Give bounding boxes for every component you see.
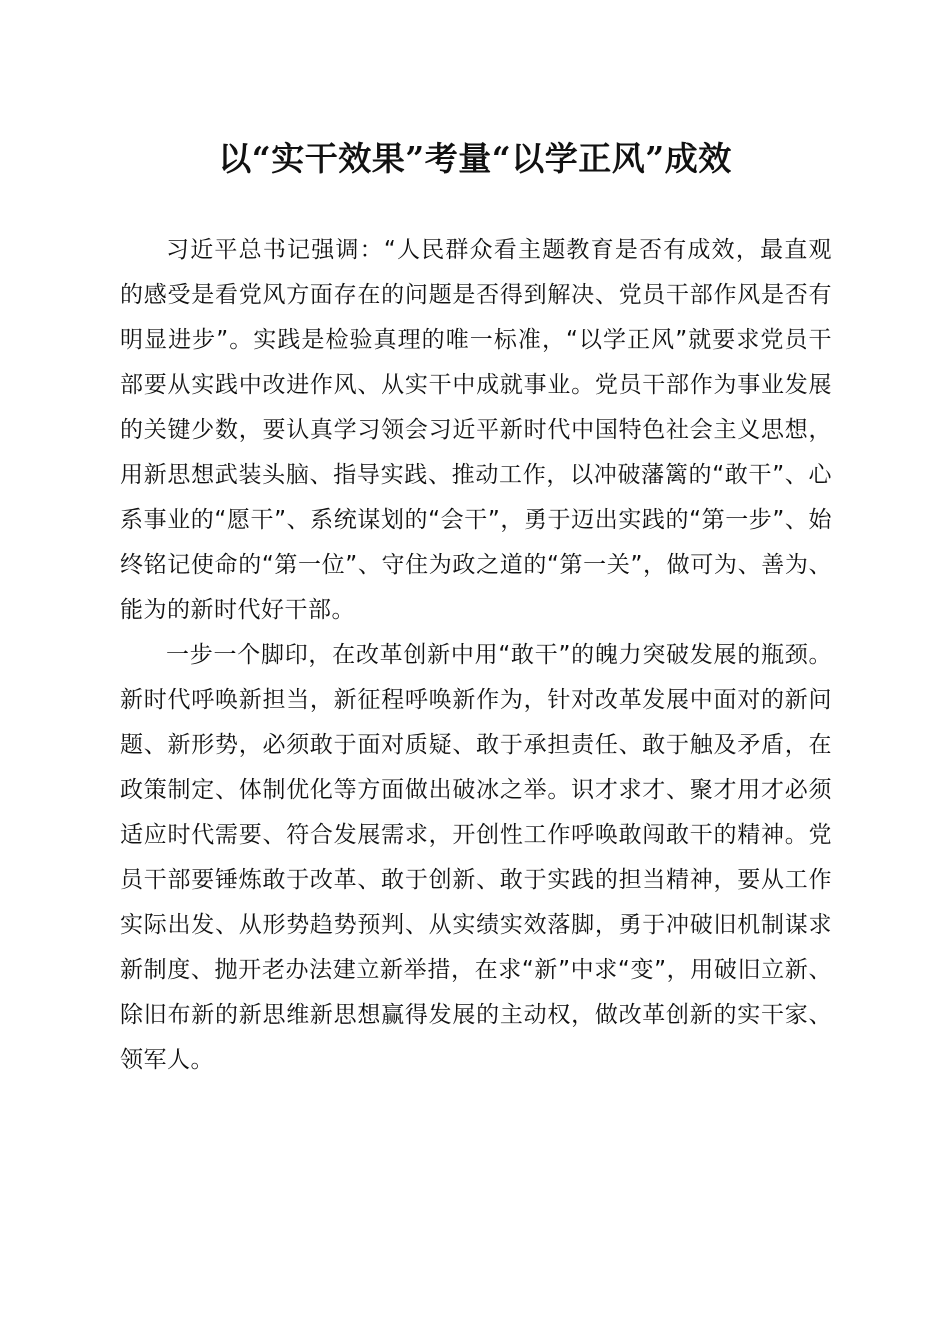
document-title: 以“实干效果”考量“以学正风”成效 [218,139,732,178]
paragraph-1: 习近平总书记强调：“人民群众看主题教育是否有成效，最直观的感受是看党风方面存在的问题是否得到解决、党员干部作风是否有明显进步”。实践是检验真理的唯一标准，“以学正风”就要求党员干部要从实践中改进作风、从实干中成就事业。党员干部作为事业发展的关键少数，要认真学习领会习近平新时代中国特色社会主义思想，用新思想武装头脑、指导实践、推动工作，以冲破藩篱的“敢干”、心系事业的“愿干”、系统谋划的“会干”，勇于迈出实践的“第一步”、始终铭记使命的“第一位”、守住为政之道的“第一关”，做可为、善为、能为的新时代好干部。 [120,237,832,623]
document-body [120,228,832,1083]
paragraph-2: 一步一个脚印，在改革创新中用“敢干”的魄力突破发展的瓶颈。新时代呼唤新担当，新征程呼唤新作为，针对改革发展中面对的新问题、新形势，必须敢于面对质疑、敢于承担责任、敢于触及矛盾，在政策制定、体制优化等方面做出破冰之举。识才求才、聚才用才必须适应时代需要、符合发展需求，开创性工作呼唤敢闯敢干的精神。党员干部要锤炼敢于改革、敢于创新、敢于实践的担当精神，要从工作实际出发、从形势趋势预判、从实绩实效落脚，勇于冲破旧机制谋求新制度、抛开老办法建立新举措，在求“新”中求“变”，用破旧立新、除旧布新的新思维新思想赢得发展的主动权，做改革创新的实干家、领军人。 [120,642,832,1073]
